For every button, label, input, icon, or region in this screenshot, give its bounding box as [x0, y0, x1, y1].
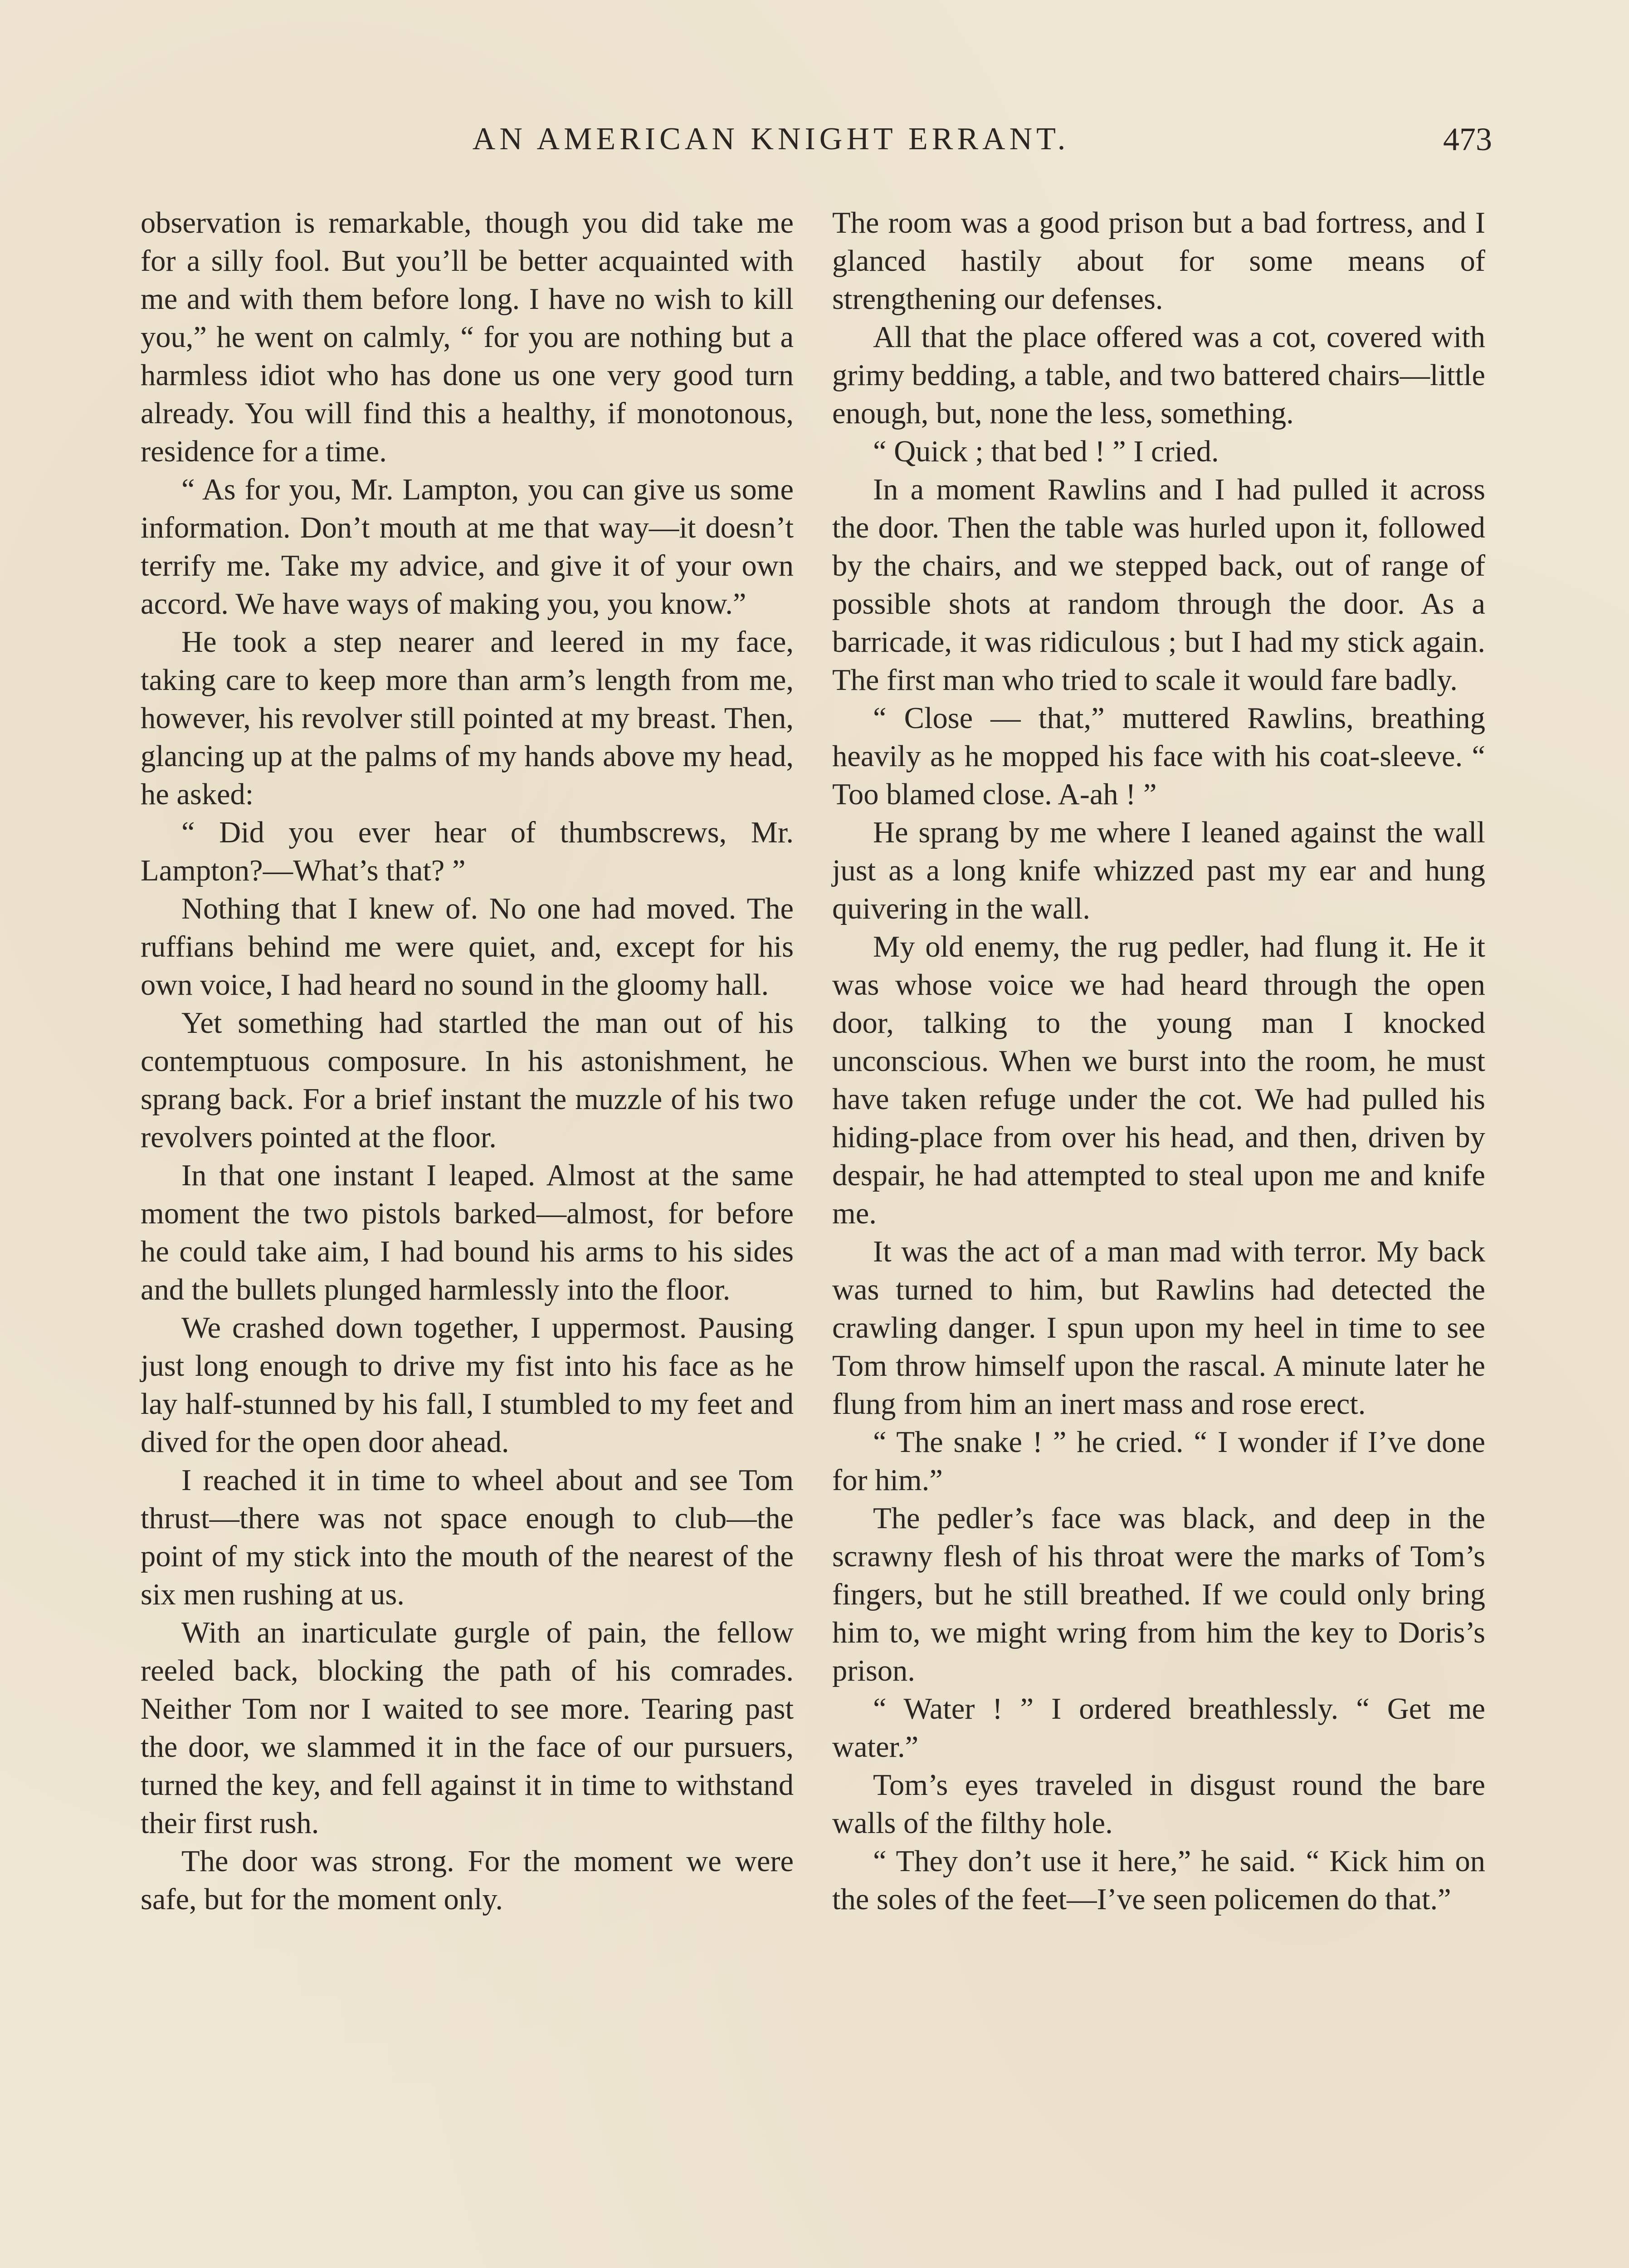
left-column [141, 204, 794, 1919]
running-title: AN AMERICAN KNIGHT ERRANT. [472, 122, 1070, 156]
paragraph: The pedler’s face was black, and deep in the scrawny flesh of his throat were the marks of Tom’s fingers, but he still breathed. If we could only bring him to, we might wring from him the key to Doris’s prison. [832, 1502, 1485, 1687]
paragraph: “ Water ! ” I ordered breathlessly. “ Get me water.” [832, 1692, 1485, 1764]
paragraph: “ Did you ever hear of thumbscrews, Mr. Lampton?—What’s that? ” [141, 816, 794, 887]
paragraph: The door was strong. For the moment we were safe, but for the moment only. [141, 1845, 794, 1916]
paragraph: In that one instant I leaped. Almost at the same moment the two pistols barked—almost, for before he could take aim, I had bound his arms to his sides and the bullets plunged harmlessly into the floor. [141, 1159, 794, 1306]
paragraph: “ As for you, Mr. Lampton, you can give us some information. Don’t mouth at me that way—it doesn’t terrify me. Take my advice, and give it of your own accord. We have ways of making you, you know.” [141, 473, 794, 621]
paragraph: He took a step nearer and leered in my face, taking care to keep more than arm’s length from me, however, his revolver still pointed at my breast. Then, glancing up at the palms of my hands above my head, he asked: [141, 626, 794, 811]
paragraph: He sprang by me where I leaned against the wall just as a long knife whizzed past my ear and hung quivering in the wall. [832, 816, 1485, 925]
paragraph: All that the place offered was a cot, covered with grimy bedding, a table, and two battered chairs—little enough, but, none the less, something. [832, 321, 1485, 430]
paragraph: “ They don’t use it here,” he said. “ Kick him on the soles of the feet—I’ve seen policemen do that.” [832, 1845, 1485, 1916]
paragraph: My old enemy, the rug pedler, had flung it. He it was whose voice we had heard through the open door, talking to the young man I knocked unconscious. When we burst into the room, he must have taken refuge under the cot. We had pulled his hiding-place from over his head, and then, driven by despair, he had attempted to steal upon me and knife me. [832, 930, 1485, 1230]
paragraph: In a moment Rawlins and I had pulled it across the door. Then the table was hurled upon it, followed by the chairs, and we stepped back, out of range of possible shots at random through the door. As a barricade, it was ridiculous ; but I had my stick again. The first man who tried to scale it would fare badly. [832, 473, 1485, 697]
paragraph: Tom’s eyes traveled in disgust round the bare walls of the filthy hole. [832, 1769, 1485, 1840]
paragraph: “ The snake ! ” he cried. “ I wonder if I’ve done for him.” [832, 1426, 1485, 1497]
page-header [136, 119, 1492, 160]
page-number: 473 [1443, 121, 1492, 157]
paragraph: observation is remarkable, though you did take me for a silly fool. But you’ll be better acquainted with me and with them before long. I have no wish to kill you,” he went on calmly, “ for you are nothing but a harmless idiot who has done us one very good turn already. You will find this a healthy, if monotonous, residence for a time. [141, 206, 794, 468]
paragraph: The room was a good prison but a bad fortress, and I glanced hastily about for some means of strengthening our defenses. [832, 206, 1485, 316]
paragraph: Yet something had startled the man out of his contemptuous composure. In his astonishment, he sprang back. For a brief instant the muzzle of his two revolvers pointed at the floor. [141, 1007, 794, 1154]
paragraph: “ Quick ; that bed ! ” I cried. [873, 435, 1219, 468]
right-column [832, 204, 1485, 1919]
paragraph: We crashed down together, I uppermost. Pausing just long enough to drive my fist into his face as he lay half-stunned by his fall, I stumbled to my feet and dived for the open door ahead. [141, 1311, 794, 1459]
paragraph: It was the act of a man mad with terror. My back was turned to him, but Rawlins had detected the crawling danger. I spun upon my heel in time to see Tom throw himself upon the rascal. A minute later he flung from him an inert mass and rose erect. [832, 1235, 1485, 1421]
paragraph: With an inarticulate gurgle of pain, the fellow reeled back, blocking the path of his comrades. Neither Tom nor I waited to see more. Tearing past the door, we slammed it in the face of our pursuers, turned the key, and fell against it in time to withstand their first rush. [141, 1616, 794, 1840]
paragraph: “ Close — that,” muttered Rawlins, breathing heavily as he mopped his face with his coat-sleeve. “ Too blamed close. A-ah ! ” [832, 702, 1485, 811]
paragraph: I reached it in time to wheel about and see Tom thrust—there was not space enough to club—the point of my stick into the mouth of the nearest of the six men rushing at us. [141, 1464, 794, 1611]
paragraph: Nothing that I knew of. No one had moved. The ruffians behind me were quiet, and, except for his own voice, I had heard no sound in the gloomy hall. [141, 892, 794, 1002]
